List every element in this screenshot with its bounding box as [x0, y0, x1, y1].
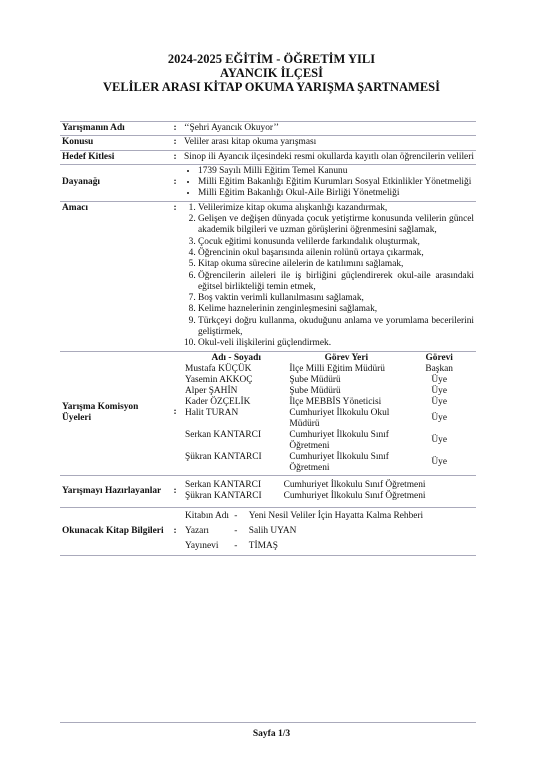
list-item: 1. Velilerimize kitap okuma alışkanlığı kazandırmak, [198, 203, 474, 214]
label-basis: Dayanağı [62, 177, 101, 188]
member-role: Üye [431, 435, 447, 446]
table-row [184, 375, 474, 386]
preparer-name: Serkan KANTARCI [185, 480, 262, 491]
list-item: • Milli Eğitim Bakanlığı Eğitim Kurumları Sosyal Etkinlikler Yönetmeliği [198, 177, 474, 188]
header-name: Adı - Soyadı [211, 352, 261, 363]
value-subject: Veliler arası kitap okuma yarışması [184, 137, 317, 148]
colon: : [173, 137, 177, 148]
row-commission [60, 351, 476, 475]
colon: : [173, 485, 177, 496]
row-subject [60, 136, 476, 150]
row-basis [60, 164, 476, 201]
list-item: 7. Boş vaktin verimli kullanılmasını sağlamak, [198, 293, 474, 304]
member-role: Üye [431, 413, 447, 424]
member-place: Cumhuriyet İlkokulu Okul Müdürü [289, 407, 390, 429]
book-field-dash: - [234, 525, 238, 536]
table-row [184, 430, 474, 452]
member-role: Üye [431, 396, 447, 407]
table-row [184, 509, 474, 524]
book-field-value: TİMAŞ [248, 540, 278, 551]
member-place: Şube Müdürü [289, 374, 341, 385]
member-name: Serkan KANTARCI [185, 429, 262, 440]
doc-title-year: 2024-2025 EĞİTİM - ÖĞRETİM YILI [167, 52, 376, 66]
value-target: Sinop ili Ayancık ilçesindeki resmi okullarda kayıtlı olan öğrencilerin velileri [184, 151, 474, 162]
row-aims [60, 201, 476, 351]
member-place: İlçe Milli Eğitim Müdürü [289, 363, 385, 374]
member-name: Şükran KANTARCI [185, 451, 262, 462]
colon: : [173, 177, 177, 188]
value-preparers [182, 475, 476, 507]
list-item: 2. Gelişen ve değişen dünyada çocuk yetiştirme konusunda velilerin güncel akademik bilgileri ve uzman görüşlerini öğrenmesini sağlamak, [198, 214, 474, 237]
book-table [184, 509, 474, 554]
list-item: 3. Çocuk eğitimi konusunda velilerde farkındalık oluşturmak, [198, 237, 474, 248]
label-preparers: Yarışmayı Hazırlayanlar [62, 485, 162, 496]
spec-table [60, 121, 476, 556]
row-book [60, 507, 476, 555]
row-preparers [60, 475, 476, 507]
member-role: Üye [431, 385, 447, 396]
member-place: Cumhuriyet İlkokulu Sınıf Öğretmeni [289, 451, 389, 473]
book-field-dash: - [234, 540, 238, 551]
row-competition-name [60, 122, 476, 136]
list-item: • Milli Eğitim Bakanlığı Okul-Aile Birliği Yönetmeliği [198, 188, 474, 199]
table-row [184, 491, 474, 502]
list-item: 8. Kelime haznelerinin zenginleşmesini sağlamak, [198, 304, 474, 315]
row-target [60, 150, 476, 164]
list-item: • 1739 Sayılı Milli Eğitim Temel Kanunu [198, 166, 474, 177]
member-name: Kader ÖZÇELİK [185, 396, 251, 407]
member-name: Mustafa KÜÇÜK [185, 363, 252, 374]
preparer-role: Cumhuriyet İlkokulu Sınıf Öğretmeni [283, 491, 426, 502]
page-number: Sayfa 1/3 [252, 729, 291, 739]
value-aims [182, 201, 476, 351]
value-basis [182, 164, 476, 201]
member-role: Üye [431, 374, 447, 385]
colon: : [173, 151, 177, 162]
label-subject: Konusu [62, 137, 94, 148]
list-item: 10. Okul-veli ilişkilerini güçlendirmek. [198, 338, 474, 349]
member-role: Üye [431, 457, 447, 468]
label-aims: Amacı [62, 202, 89, 213]
table-row [184, 364, 474, 375]
member-name: Halit TURAN [185, 407, 239, 418]
table-row [184, 524, 474, 539]
book-field-value: Salih UYAN [248, 525, 297, 536]
book-field-key: Yazarı [185, 525, 210, 536]
list-item: 5. Kitap okuma sürecine ailelerin de katılımını sağlamak, [198, 259, 474, 270]
doc-title-main: VELİLER ARASI KİTAP OKUMA YARIŞMA ŞARTNAMESİ [102, 80, 440, 94]
value-book [182, 507, 476, 555]
preparer-name: Şükran KANTARCI [185, 491, 262, 502]
label-commission: Yarışma Komisyon Üyeleri [62, 401, 139, 424]
label-competition-name: Yarışmanın Adı [62, 123, 125, 133]
colon: : [173, 202, 177, 213]
table-row [184, 397, 474, 408]
table-row [184, 408, 474, 430]
basis-list [184, 166, 474, 200]
colon: : [173, 123, 177, 133]
preparers-table [184, 480, 474, 502]
preparer-role: Cumhuriyet İlkokulu Sınıf Öğretmeni [283, 480, 426, 491]
book-field-value: Yeni Nesil Veliler İçin Hayatta Kalma Rehberi [248, 510, 424, 521]
book-field-dash: - [234, 510, 238, 521]
list-item: 4. Öğrencinin okul başarısında ailenin rolünü ortaya çıkarmak, [198, 248, 474, 259]
member-place: İlçe MEBBİS Yöneticisi [289, 396, 382, 407]
book-field-key: Kitabın Adı [185, 510, 230, 521]
header-role: Görevi [425, 352, 453, 363]
footer-rule [60, 722, 476, 723]
member-name: Alper ŞAHİN [185, 385, 238, 396]
header-place: Görev Yeri [324, 352, 369, 363]
label-book: Okunacak Kitap Bilgileri [62, 525, 164, 536]
list-item: 6. Öğrencilerin aileleri ile iş birliğini güçlendirerek okul-aile arasındaki eğitsel birlikteliği temin etmek, [198, 271, 474, 294]
table-row [184, 386, 474, 397]
label-target: Hedef Kitlesi [62, 151, 115, 162]
value-competition-name: ‘‘Şehri Ayancık Okuyor’’ [184, 123, 279, 133]
member-place: Cumhuriyet İlkokulu Sınıf Öğretmeni [289, 429, 389, 451]
colon: : [173, 525, 177, 536]
member-name: Yasemin AKKOÇ [185, 374, 253, 385]
member-place: Şube Müdürü [289, 385, 341, 396]
table-row [184, 480, 474, 491]
table-row [184, 539, 474, 554]
value-commission [182, 351, 476, 475]
book-field-key: Yayınevi [185, 540, 219, 551]
member-role: Başkan [425, 363, 453, 374]
commission-table [184, 353, 474, 474]
list-item: 9. Türkçeyi doğru kullanma, okuduğunu anlama ve yorumlama becerilerini geliştirmek, [198, 316, 474, 339]
aims-list [184, 203, 474, 350]
commission-header [184, 353, 474, 364]
colon: : [173, 407, 177, 418]
doc-title-district: AYANCIK İLÇESİ [220, 66, 323, 80]
table-row [184, 452, 474, 474]
